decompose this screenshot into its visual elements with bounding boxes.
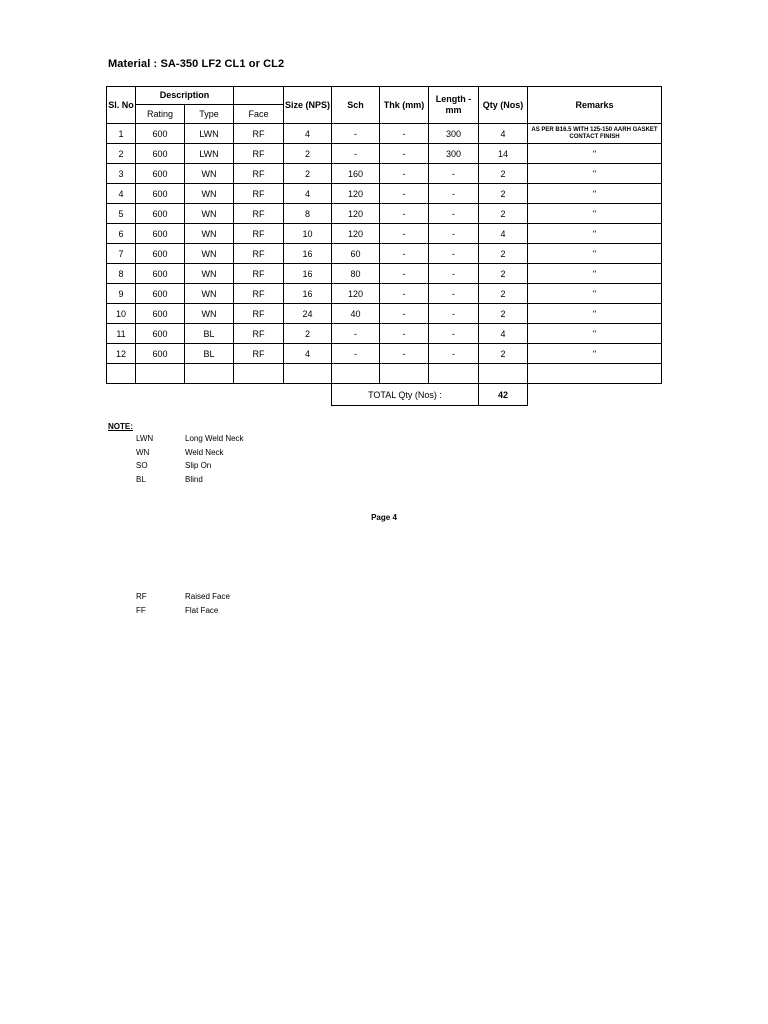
header-sl-no: Sl. No — [107, 87, 136, 124]
total-spacer-right — [528, 384, 662, 406]
cell-sch: 160 — [332, 164, 380, 184]
notes-list — [108, 434, 244, 488]
header-remarks: Remarks — [528, 87, 662, 124]
cell-qty: 4 — [479, 124, 528, 144]
cell-length: - — [429, 344, 479, 364]
material-title: Material : SA-350 LF2 CL1 or CL2 — [108, 58, 285, 70]
empty-cell — [528, 364, 662, 384]
note-code: RF — [136, 592, 147, 601]
cell-type: BL — [185, 324, 234, 344]
cell-sch: 120 — [332, 204, 380, 224]
cell-rating: 600 — [136, 124, 185, 144]
cell-size: 4 — [284, 344, 332, 364]
cell-length: - — [429, 164, 479, 184]
cell-qty: 2 — [479, 244, 528, 264]
table-row — [107, 324, 662, 344]
cell-remarks: " — [528, 224, 662, 244]
cell-type: WN — [185, 224, 234, 244]
cell-face: RF — [234, 184, 284, 204]
cell-rating: 600 — [136, 304, 185, 324]
header-sch: Sch — [332, 87, 380, 124]
cell-rating: 600 — [136, 204, 185, 224]
cell-sch: - — [332, 344, 380, 364]
cell-qty: 2 — [479, 164, 528, 184]
empty-row — [107, 364, 662, 384]
cell-face: RF — [234, 344, 284, 364]
cell-face: RF — [234, 264, 284, 284]
cell-size: 2 — [284, 324, 332, 344]
empty-cell — [380, 364, 429, 384]
cell-length: 300 — [429, 144, 479, 164]
cell-type: WN — [185, 184, 234, 204]
cell-qty: 2 — [479, 204, 528, 224]
header-size: Size (NPS) — [284, 87, 332, 124]
cell-sl: 8 — [107, 264, 136, 284]
cell-sl: 5 — [107, 204, 136, 224]
cell-qty: 2 — [479, 304, 528, 324]
cell-type: WN — [185, 264, 234, 284]
cell-thk: - — [380, 264, 429, 284]
cell-remarks: " — [528, 244, 662, 264]
cell-face: RF — [234, 144, 284, 164]
cell-sl: 12 — [107, 344, 136, 364]
cell-type: WN — [185, 164, 234, 184]
cell-length: - — [429, 284, 479, 304]
total-value: 42 — [479, 384, 528, 406]
cell-rating: 600 — [136, 264, 185, 284]
table-row — [107, 224, 662, 244]
header-thk: Thk (mm) — [380, 87, 429, 124]
note-code: BL — [136, 474, 146, 484]
cell-size: 16 — [284, 264, 332, 284]
cell-type: LWN — [185, 124, 234, 144]
cell-qty: 2 — [479, 344, 528, 364]
cell-rating: 600 — [136, 244, 185, 264]
empty-cell — [332, 364, 380, 384]
cell-length: - — [429, 264, 479, 284]
cell-thk: - — [380, 244, 429, 264]
note-item — [108, 461, 212, 475]
cell-rating: 600 — [136, 184, 185, 204]
cell-length: - — [429, 224, 479, 244]
table-row — [107, 124, 662, 144]
cell-length: - — [429, 184, 479, 204]
cell-rating: 600 — [136, 164, 185, 184]
table-row — [107, 164, 662, 184]
cell-length: 300 — [429, 124, 479, 144]
cell-sl: 11 — [107, 324, 136, 344]
cell-type: WN — [185, 304, 234, 324]
cell-qty: 4 — [479, 324, 528, 344]
cell-remarks: " — [528, 324, 662, 344]
cell-remarks: " — [528, 164, 662, 184]
note-code: FF — [136, 605, 146, 615]
empty-cell — [284, 364, 332, 384]
cell-size: 4 — [284, 124, 332, 144]
note-item — [108, 447, 224, 462]
note-meaning: Blind — [185, 474, 203, 484]
cell-qty: 4 — [479, 224, 528, 244]
cell-sch: - — [332, 324, 380, 344]
note-item — [108, 474, 203, 489]
cell-remarks: " — [528, 144, 662, 164]
cell-qty: 2 — [479, 184, 528, 204]
header-row-1 — [107, 87, 662, 105]
empty-cell — [234, 364, 284, 384]
note-code: WN — [136, 447, 150, 457]
cell-sl: 1 — [107, 124, 136, 144]
header-face: Face — [234, 105, 284, 124]
cell-size: 16 — [284, 244, 332, 264]
cell-length: - — [429, 304, 479, 324]
cell-qty: 2 — [479, 284, 528, 304]
cell-remarks: " — [528, 264, 662, 284]
total-label: TOTAL Qty (Nos) : — [332, 384, 479, 406]
total-spacer — [107, 384, 332, 406]
cell-sl: 4 — [107, 184, 136, 204]
cell-sch: - — [332, 144, 380, 164]
cell-sch: 40 — [332, 304, 380, 324]
cell-rating: 600 — [136, 224, 185, 244]
cell-length: - — [429, 324, 479, 344]
note-meaning: Flat Face — [185, 605, 219, 615]
cell-type: LWN — [185, 144, 234, 164]
cell-size: 4 — [284, 184, 332, 204]
cell-size: 8 — [284, 204, 332, 224]
cell-type: WN — [185, 204, 234, 224]
cell-thk: - — [380, 344, 429, 364]
cell-sch: - — [332, 124, 380, 144]
total-row — [107, 384, 662, 406]
table-row — [107, 284, 662, 304]
cell-sch: 60 — [332, 244, 380, 264]
cell-length: - — [429, 204, 479, 224]
cell-thk: - — [380, 324, 429, 344]
cell-thk: - — [380, 284, 429, 304]
cell-thk: - — [380, 144, 429, 164]
cell-sl: 2 — [107, 144, 136, 164]
notes-section — [108, 422, 244, 488]
cell-size: 2 — [284, 144, 332, 164]
table-row — [107, 264, 662, 284]
note-code: LWN — [136, 434, 154, 443]
cell-remarks: " — [528, 304, 662, 324]
note-meaning: Long Weld Neck — [185, 434, 244, 443]
header-blank — [234, 87, 284, 105]
note-item — [108, 434, 244, 448]
cell-sch: 120 — [332, 184, 380, 204]
cell-sch: 80 — [332, 264, 380, 284]
cell-face: RF — [234, 164, 284, 184]
cell-remarks: " — [528, 344, 662, 364]
cell-thk: - — [380, 204, 429, 224]
header-description: Description — [136, 87, 234, 105]
cell-sl: 7 — [107, 244, 136, 264]
cell-type: WN — [185, 284, 234, 304]
cell-rating: 600 — [136, 324, 185, 344]
note-meaning: Raised Face — [185, 592, 230, 601]
cell-sch: 120 — [332, 224, 380, 244]
note-meaning: Weld Neck — [185, 447, 224, 457]
header-type: Type — [185, 105, 234, 124]
cell-size: 2 — [284, 164, 332, 184]
cell-face: RF — [234, 324, 284, 344]
cell-sl: 10 — [107, 304, 136, 324]
cell-size: 10 — [284, 224, 332, 244]
empty-cell — [479, 364, 528, 384]
cell-face: RF — [234, 304, 284, 324]
cell-remarks: " — [528, 284, 662, 304]
cell-type: WN — [185, 244, 234, 264]
note-meaning: Slip On — [185, 461, 212, 471]
empty-cell — [185, 364, 234, 384]
cell-thk: - — [380, 304, 429, 324]
cell-rating: 600 — [136, 144, 185, 164]
cell-thk: - — [380, 184, 429, 204]
cell-thk: - — [380, 124, 429, 144]
cell-remarks: " — [528, 204, 662, 224]
cell-remarks: " — [528, 184, 662, 204]
table-row — [107, 244, 662, 264]
cell-rating: 600 — [136, 284, 185, 304]
flange-table — [106, 86, 662, 406]
cell-size: 24 — [284, 304, 332, 324]
table-row — [107, 304, 662, 324]
cell-qty: 2 — [479, 264, 528, 284]
table-row — [107, 184, 662, 204]
table-row — [107, 144, 662, 164]
note-heading: NOTE: — [108, 422, 133, 431]
empty-cell — [136, 364, 185, 384]
cell-length: - — [429, 244, 479, 264]
cell-thk: - — [380, 224, 429, 244]
cell-face: RF — [234, 284, 284, 304]
cell-remarks: AS PER B16.5 WITH 125-150 AARH GASKET CONTACT FINISH — [528, 124, 662, 144]
cell-size: 16 — [284, 284, 332, 304]
cell-face: RF — [234, 204, 284, 224]
table-row — [107, 204, 662, 224]
header-length: Length - mm — [429, 87, 479, 124]
cell-thk: - — [380, 164, 429, 184]
cell-sl: 9 — [107, 284, 136, 304]
cell-qty: 14 — [479, 144, 528, 164]
cell-face: RF — [234, 224, 284, 244]
page-number: Page 4 — [371, 513, 397, 522]
cell-sch: 120 — [332, 284, 380, 304]
header-qty: Qty (Nos) — [479, 87, 528, 124]
empty-cell — [429, 364, 479, 384]
table-row — [107, 344, 662, 364]
cell-sl: 3 — [107, 164, 136, 184]
note-code: SO — [136, 461, 148, 471]
cell-rating: 600 — [136, 344, 185, 364]
cell-sl: 6 — [107, 224, 136, 244]
empty-cell — [107, 364, 136, 384]
cell-type: BL — [185, 344, 234, 364]
cell-face: RF — [234, 244, 284, 264]
header-rating: Rating — [136, 105, 185, 124]
cell-face: RF — [234, 124, 284, 144]
